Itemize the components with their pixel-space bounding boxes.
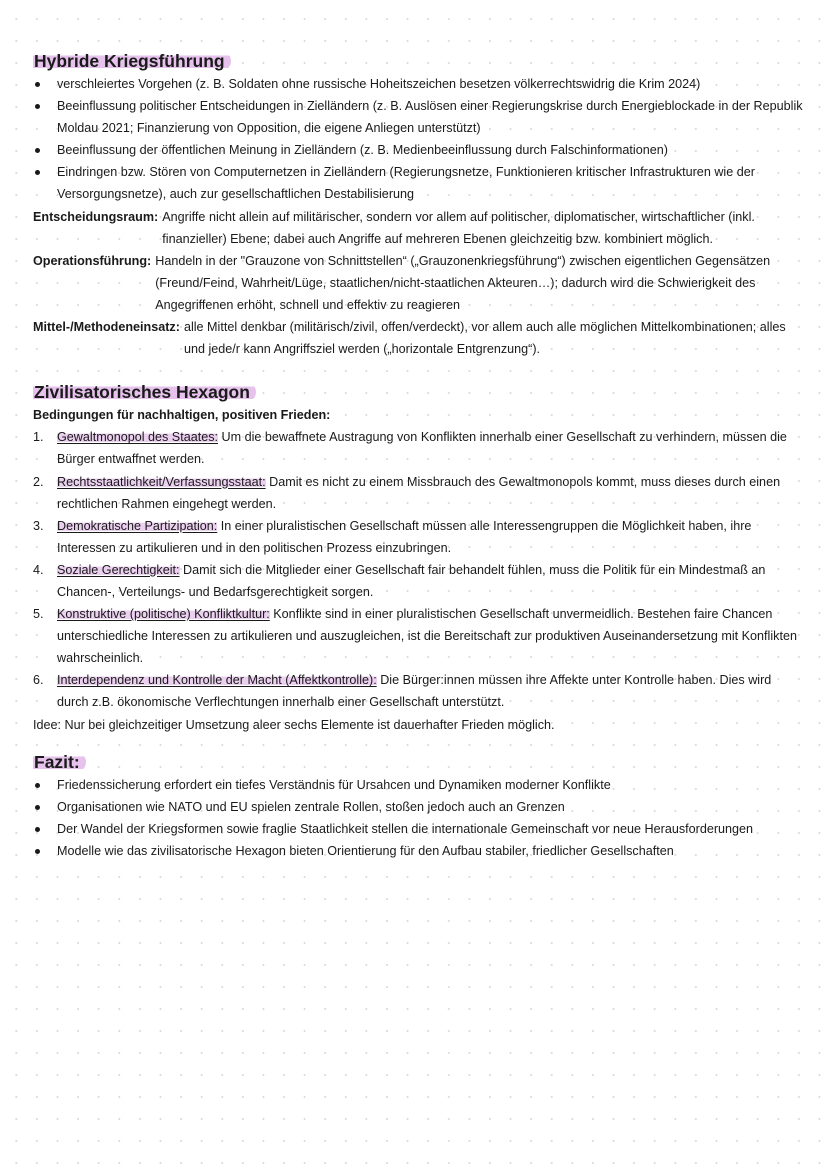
item-term: Interdependenz und Kontrolle der Macht (Affektkontrolle): (57, 673, 377, 688)
bullet-list (33, 73, 803, 206)
list-item (33, 426, 803, 470)
definition-text: Angriffe nicht allein auf militärischer, sondern vor allem auf politischer, diplomatischer, wirtschaftlicher (inkl. finanzieller) Ebene; dabei auch Angriffe auf mehreren Ebenen gleichzeitig bzw. kombiniert möglich. (162, 209, 755, 246)
definition-text: Handeln in der "Grauzone von Schnittstellen“ („Grauzonenkriegsführung“) zwischen eigentlichen Gegensätzen (Freund/Feind, Wahrheit/Lüge, staatlichen/nicht-staatlichen Akteuren…); dadurch wird die Schwierigkeit des Angegriffenen erhöht, schnell und effektiv zu reagieren (155, 253, 771, 312)
bullet-item: Friedenssicherung erfordert ein tiefes Verständnis für Ursahcen und Dynamiken moderner Konflikte (33, 774, 803, 796)
section-heading (33, 750, 803, 774)
section-subheading: Bedingungen für nachhaltigen, positiven Frieden: (33, 408, 331, 423)
section-civilizational-hexagon (33, 380, 803, 735)
item-number: 2. (33, 474, 44, 489)
document-body (33, 49, 803, 862)
section-conclusion (33, 750, 803, 862)
item-term: Demokratische Partizipation: (57, 518, 218, 533)
list-item (33, 559, 803, 603)
item-text: Um die bewaffnete Austragung von Konflikten innerhalb einer Gesellschaft zu verhindern, müssen die Bürger entwaffnet werden. (57, 430, 787, 467)
section-spacer (33, 360, 803, 380)
item-term: Konstruktive (politische) Konfliktkultur: (57, 607, 270, 622)
heading-highlight: Hybride Kriegsführung (33, 51, 231, 71)
definition-label: Operationsführung: (33, 253, 152, 268)
term-highlight (33, 562, 180, 577)
definition-label: Mittel-/Methodeneinsatz: (33, 320, 180, 335)
definition-operations (33, 250, 803, 316)
section-heading (33, 380, 803, 404)
bullet-item: Modelle wie das zivilisatorische Hexagon bieten Orientierung für den Aufbau stabiler, friedlicher Gesellschaften (33, 840, 803, 862)
item-number: 4. (33, 562, 44, 577)
term-highlight (33, 430, 219, 445)
bullet-item: Beeinflussung politischer Entscheidungen in Zielländern (z. B. Auslösen einer Regierungskrise durch Energieblockade in der Republik Moldau 2021; Finanzierung von Opposition, die eigene Anliegen unterstützt) (33, 95, 803, 139)
item-number: 1. (33, 430, 44, 445)
item-term: Soziale Gerechtigkeit: (57, 562, 180, 577)
list-item (33, 669, 803, 713)
item-term: Gewaltmonopol des Staates: (57, 430, 219, 445)
numbered-list (33, 426, 803, 713)
item-number: 6. (33, 673, 44, 688)
bullet-item: Organisationen wie NATO und EU spielen zentrale Rollen, stoßen jedoch auch an Grenzen (33, 796, 803, 818)
item-text: Konflikte sind in einer pluralistischen Gesellschaft unvermeidlich. Bestehen faire Chancen unterschiedliche Interessen zu artikulieren und auszugleichen, ist die Bereitschaft zur produktiven Auseinandersetzung mit Konflikten wahrscheinlich. (57, 607, 797, 666)
bullet-item: verschleiertes Vorgehen (z. B. Soldaten ohne russische Hoheitszeichen besetzen völkerrechtswidrig die Krim 2024) (33, 73, 803, 95)
item-text: In einer pluralistischen Gesellschaft müssen alle Interessengruppen die Möglichkeit haben, ihre Interessen zu artikulieren und in den politischen Prozess einzubringen. (57, 518, 752, 555)
term-highlight (33, 673, 377, 688)
bullet-item: Beeinflussung der öffentlichen Meinung in Zielländern (z. B. Medienbeeinflussung durch Falschinformationen) (33, 139, 803, 161)
bullet-list (33, 774, 803, 862)
definition-decision-space (33, 206, 803, 250)
item-number: 5. (33, 607, 44, 622)
section-heading (33, 49, 803, 73)
item-text: Die Bürger:innen müssen ihre Affekte unter Kontrolle haben. Dies wird durch z.B. ökonomische Verflechtungen innerhalb einer Gesellschaft unterstützt. (57, 673, 772, 710)
list-item (33, 603, 803, 669)
term-highlight (33, 474, 266, 489)
definition-means (33, 316, 803, 360)
section-hybrid-warfare (33, 49, 803, 360)
item-term: Rechtsstaatlichkeit/Verfassungsstaat: (57, 474, 266, 489)
item-text: Damit sich die Mitglieder einer Gesellschaft fair behandelt fühlen, muss die Politik für ein Mindestmaß an Chancen-, Verteilungs- und Bedarfsgerechtigkeit sorgen. (57, 562, 766, 599)
bullet-item: Eindringen bzw. Stören von Computernetzen in Zielländern (Regierungsnetze, Funktionieren kritischer Infrastrukturen wie der Versorgungsnetze), auch zur gesellschaftlichen Destabilisierung (33, 161, 803, 205)
item-text: Damit es nicht zu einem Missbrauch des Gewaltmonopols kommt, muss dieses durch einen rechtlichen Rahmen eingehegt werden. (57, 474, 781, 511)
list-item (33, 515, 803, 559)
term-highlight (33, 518, 218, 533)
idea-note: Idee: Nur bei gleichzeitiger Umsetzung aleer sechs Elemente ist dauerhafter Frieden möglich. (33, 717, 555, 732)
section-spacer (33, 736, 803, 750)
term-highlight (33, 607, 270, 622)
heading-highlight: Zivilisatorisches Hexagon (33, 382, 256, 402)
item-number: 3. (33, 518, 44, 533)
heading-highlight: Fazit: (33, 752, 86, 772)
bullet-item: Der Wandel der Kriegsformen sowie fraglie Staatlichkeit stellen die internationale Gemeinschaft vor neue Herausforderungen (33, 818, 803, 840)
definition-label: Entscheidungsraum: (33, 209, 159, 224)
list-item (33, 471, 803, 515)
definition-text: alle Mittel denkbar (militärisch/zivil, offen/verdeckt), vor allem auch alle möglichen Mittelkombinationen; alles und jede/r kann Angriffsziel werden („horizontale Entgrenzung“). (183, 320, 786, 357)
